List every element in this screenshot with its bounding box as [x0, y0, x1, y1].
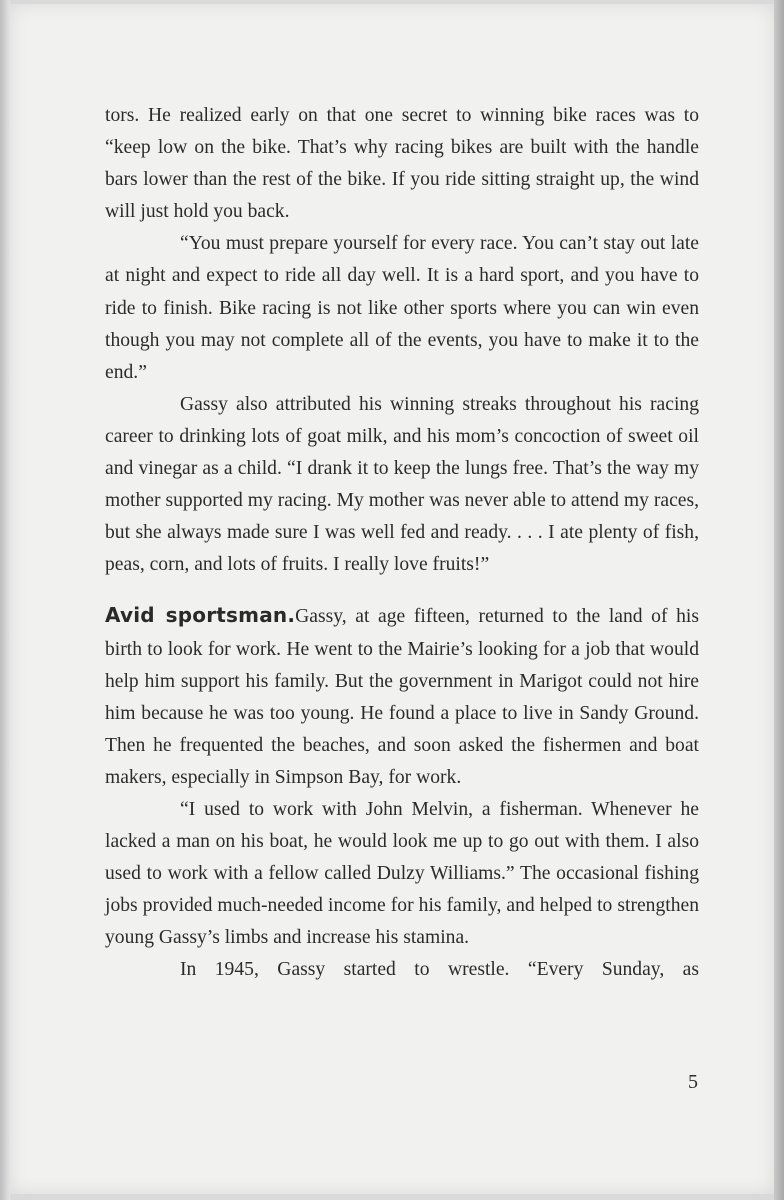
section-heading: Avid sportsman.: [105, 603, 296, 628]
paragraph: “You must prepare yourself for every race. You can’t stay out late at night and expect to ride all day well. It is a hard sport, and you have to ride to finish. Bike racing is not like other sports where you can win even though you may not complete all of the events, you have to make it to the end.”: [105, 233, 699, 383]
paragraph: In 1945, Gassy started to wrestle. “Every Sunday, as: [180, 959, 699, 981]
paragraph: Gassy also attributed his winning streaks throughout his racing career to drinking lots of goat milk, and his mom’s concoction of sweet oil and vinegar as a child. “I drank it to keep the lungs free. That’s the way my mother supported my racing. My mother was never able to attend my races, but she always made sure I was well fed and ready. . . . I ate plenty of fish, peas, corn, and lots of fruits. I really love fruits!”: [105, 393, 699, 576]
page-left-edge: [0, 0, 10, 1200]
page-number: 5: [688, 1071, 698, 1093]
section-paragraph: [105, 599, 699, 794]
paragraph: “I used to work with John Melvin, a fisherman. Whenever he lacked a man on his boat, he would look me up to go out with them. I also used to work with a fellow called Dulzy Williams.” The occasional fishing jobs provided much-needed income for his family, and helped to strengthen young Gassy’s limbs and increase his stamina.: [105, 798, 699, 949]
body-text: [105, 100, 699, 987]
page-right-edge: [774, 0, 784, 1200]
paragraph: tors. He realized early on that one secret to winning bike races was to “keep low on the bike. That’s why racing bikes are built with the handle bars lower than the rest of the bike. If you ride sitting straight up, the wind will just hold you back.: [105, 105, 699, 223]
section-text: Gassy, at age fifteen, returned to the land of his birth to look for work. He went to the Mairie’s looking for a job that would help him support his family. But the government in Marigot could not hire him because he was too young. He found a place to live in Sandy Ground. Then he frequented the beaches, and soon asked the fishermen and boat makers, especially in Simpson Bay, for work.: [105, 606, 699, 788]
